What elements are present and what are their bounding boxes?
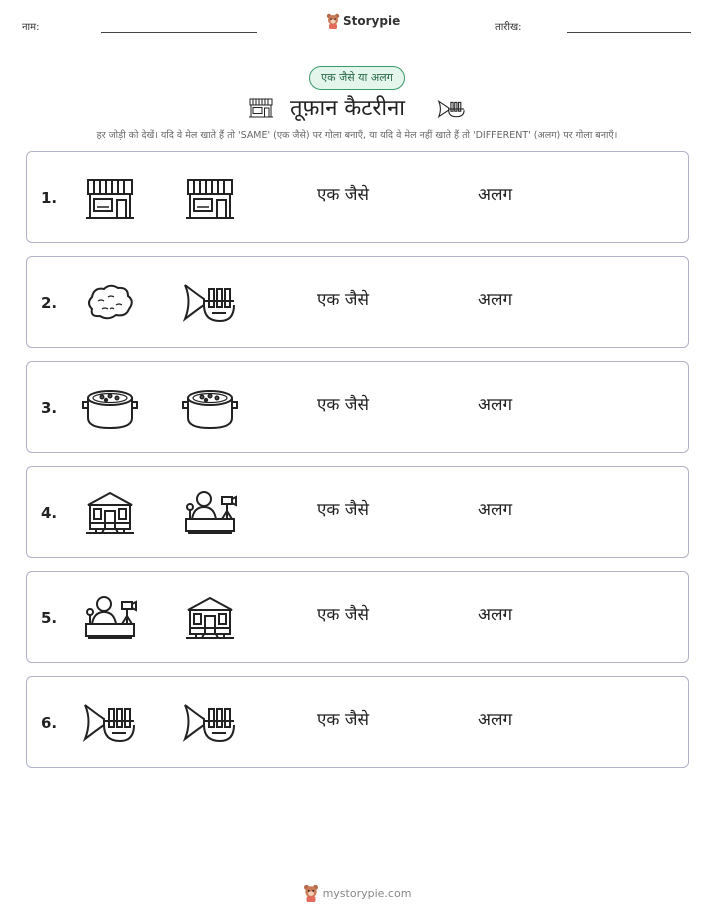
trumpet-icon	[436, 98, 468, 124]
instructions-text: हर जोड़ी को देखें। यदि वे मेल खाते हैं तो 'SAME' (एक जैसे) पर गोला बनाएँ, या यदि वे मेल नहीं खाते हैं तो 'DIFFERENT' (अलग) पर गोला बनाएँ।	[96, 130, 618, 141]
title-row	[0, 92, 714, 124]
bear-logo-icon	[303, 884, 319, 902]
pair-row	[26, 571, 689, 663]
row-number: 5.	[41, 609, 58, 627]
building-icon	[82, 489, 138, 537]
different-option[interactable]: अलग	[478, 605, 513, 625]
same-option[interactable]: एक जैसे	[317, 395, 369, 415]
different-option[interactable]: अलग	[478, 710, 513, 730]
same-option[interactable]: एक जैसे	[317, 290, 369, 310]
different-option[interactable]: अलग	[478, 185, 513, 205]
row-number: 2.	[41, 294, 58, 312]
pair-row	[26, 361, 689, 453]
pair-row	[26, 256, 689, 348]
building-icon	[182, 594, 238, 642]
worksheet-type-badge: एक जैसे या अलग	[309, 66, 405, 90]
same-option[interactable]: एक जैसे	[317, 500, 369, 520]
footer	[0, 884, 714, 902]
different-option[interactable]: अलग	[478, 500, 513, 520]
row-number: 6.	[41, 714, 58, 732]
different-option[interactable]: अलग	[478, 395, 513, 415]
store-icon	[247, 94, 275, 124]
row-number: 1.	[41, 189, 58, 207]
bear-logo-icon	[326, 13, 340, 29]
footer-url[interactable]: mystorypie.com	[322, 886, 412, 900]
name-label: नाम:	[22, 22, 40, 33]
brand-name: Storypie	[343, 14, 401, 28]
cloud-icon	[82, 279, 138, 327]
row-number: 3.	[41, 399, 58, 417]
brand-logo	[326, 13, 400, 29]
date-label: तारीख:	[495, 22, 522, 33]
store-icon	[182, 174, 238, 222]
same-option[interactable]: एक जैसे	[317, 710, 369, 730]
different-option[interactable]: अलग	[478, 290, 513, 310]
page-title: तूफ़ान कैटरीना	[290, 96, 405, 121]
pot-icon	[182, 384, 238, 432]
date-line[interactable]	[567, 32, 691, 33]
pair-row	[26, 151, 689, 243]
trumpet-icon	[182, 699, 238, 747]
same-option[interactable]: एक जैसे	[317, 605, 369, 625]
name-line[interactable]	[101, 32, 257, 33]
store-icon	[82, 174, 138, 222]
pot-icon	[82, 384, 138, 432]
pair-row	[26, 466, 689, 558]
reporter-icon	[182, 489, 238, 537]
trumpet-icon	[82, 699, 138, 747]
same-option[interactable]: एक जैसे	[317, 185, 369, 205]
pair-row	[26, 676, 689, 768]
row-number: 4.	[41, 504, 58, 522]
trumpet-icon	[182, 279, 238, 327]
reporter-icon	[82, 594, 138, 642]
